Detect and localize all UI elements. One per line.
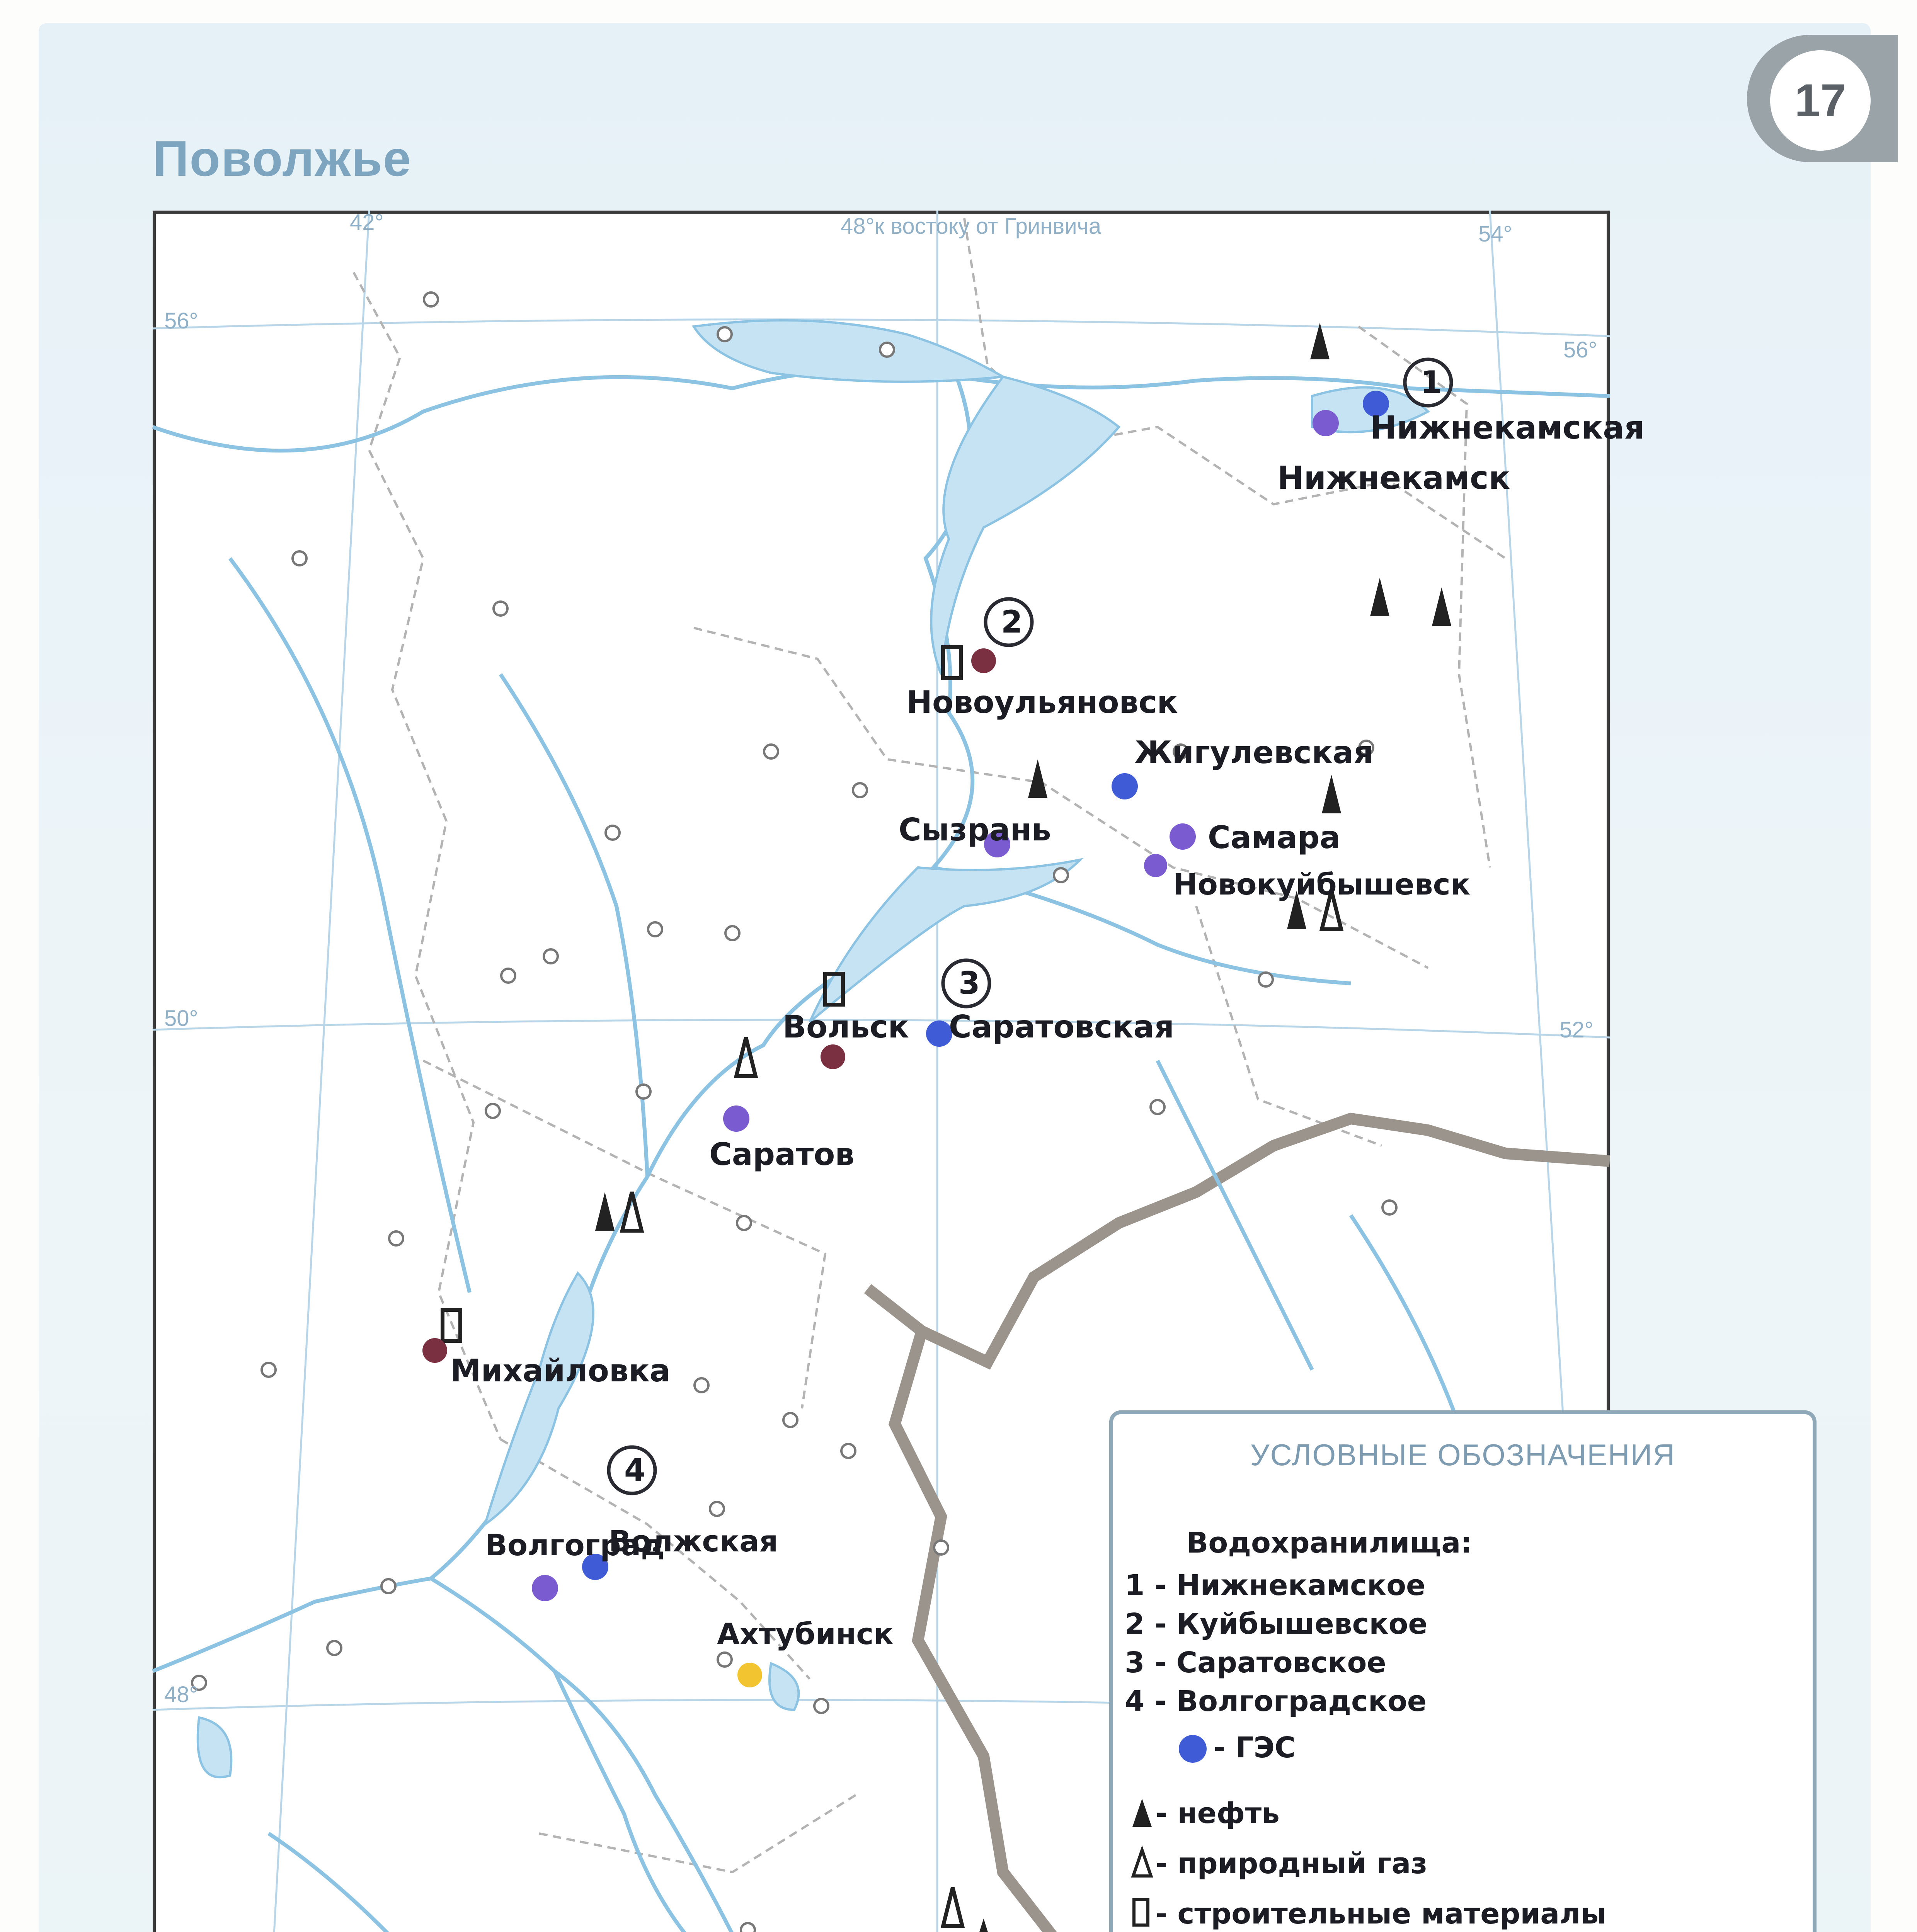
label-volgograd: Волгоград — [485, 1528, 665, 1562]
label-novoulyanovsk: Новоульяновск — [906, 684, 1178, 720]
legend-gas-icon — [1129, 1847, 1156, 1878]
cement-volsk — [821, 1044, 845, 1069]
building-material-symbols — [443, 647, 961, 1341]
reservoir-number-1: 1 — [1420, 364, 1442, 400]
legend-building-label: - строительные материалы — [1156, 1897, 1607, 1930]
legend-reservoir-4: 4 - Волгоградское — [1125, 1685, 1427, 1718]
coord-lon-54: 54° — [1478, 221, 1512, 247]
legend-reservoir-1: 1 - Нижнекамское — [1125, 1569, 1426, 1602]
reservoir-number-4: 4 — [624, 1452, 646, 1488]
legend-oil-icon — [1129, 1797, 1156, 1828]
reservoir-number-3: 3 — [958, 965, 980, 1001]
coord-lat-56-left: 56° — [164, 308, 198, 333]
legend-ges-swatch — [1179, 1735, 1207, 1763]
oil-icon — [1432, 587, 1451, 626]
refining-saratov — [723, 1105, 749, 1132]
cement-novoulyanovsk — [971, 648, 996, 673]
label-volsk: Вольск — [783, 1009, 909, 1045]
label-syzran: Сызрань — [899, 812, 1051, 848]
coord-lon-42: 42° — [350, 210, 384, 235]
legend-reservoir-2: 2 - Куйбышевское — [1125, 1607, 1428, 1641]
label-akhtubinsk: Ахтубинск — [717, 1617, 894, 1651]
refining-novokuybyshevsk — [1144, 854, 1167, 877]
reservoir-number-2: 2 — [1001, 604, 1023, 640]
food-akhtubinsk — [737, 1663, 762, 1687]
label-nizhnekamsk: Нижнекамск — [1277, 460, 1510, 497]
label-zhigulevskaya: Жигулевская — [1134, 735, 1374, 770]
legend-title: УСЛОВНЫЕ ОБОЗНАЧЕНИЯ — [1250, 1438, 1675, 1472]
label-saratov: Саратов — [709, 1136, 855, 1172]
refining-samara — [1170, 823, 1196, 850]
oil-icon — [1322, 775, 1341, 813]
label-samara: Самара — [1208, 820, 1341, 855]
refining-volgograd — [532, 1575, 558, 1601]
legend-gas-label: - природный газ — [1156, 1847, 1428, 1880]
page-number: 17 — [1770, 50, 1871, 151]
coord-lat-50: 50° — [164, 1006, 198, 1031]
gas-icon — [943, 1888, 962, 1926]
legend-reservoirs-header: Водохранилища: — [1187, 1526, 1472, 1560]
label-saratovskaya: Саратовская — [949, 1009, 1174, 1045]
legend-panel — [1109, 1410, 1817, 1932]
label-mikhaylovka: Михайловка — [450, 1353, 671, 1389]
cement-markers — [422, 648, 996, 1363]
oil-icon — [1370, 578, 1389, 616]
legend-oil-label: - нефть — [1156, 1797, 1280, 1830]
state-border-east — [922, 1119, 1610, 1362]
label-volzhskaya: Волжская — [609, 1524, 778, 1558]
oil-icon — [1310, 323, 1330, 359]
coord-lon-48: 48°к востоку от Гринвича — [841, 214, 1102, 239]
cement-mikhaylovka — [422, 1338, 447, 1363]
legend-reservoir-3: 3 - Саратовское — [1125, 1646, 1386, 1679]
page-title: Поволжье — [153, 130, 412, 187]
oil-icon — [595, 1192, 615, 1231]
gas-icon — [622, 1192, 642, 1231]
coord-lat-48: 48° — [164, 1682, 198, 1707]
oil-icon — [1028, 759, 1047, 798]
sulfur-icon — [974, 1918, 993, 1932]
coord-lat-56-right: 56° — [1563, 337, 1597, 362]
ges-saratovskaya — [926, 1020, 952, 1047]
label-nizhnekamskaya: Нижнекамская — [1370, 410, 1645, 446]
ges-zhigulevskaya — [1112, 773, 1138, 799]
label-novokuybyshevsk: Новокуйбышевск — [1173, 867, 1471, 901]
coord-lat-52: 52° — [1559, 1017, 1594, 1043]
refining-nizhnekamsk — [1313, 410, 1339, 436]
legend-building-icon — [1129, 1897, 1156, 1928]
legend-ges-label: - ГЭС — [1214, 1731, 1296, 1764]
